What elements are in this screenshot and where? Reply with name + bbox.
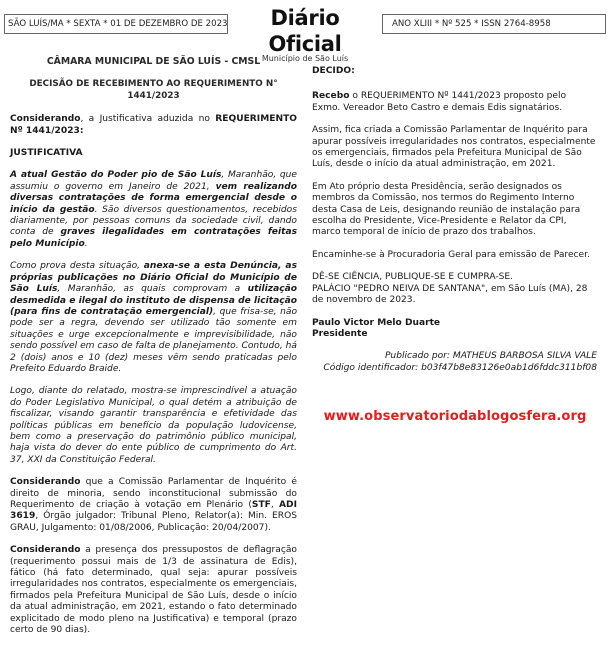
paragraph-considerando-2 bbox=[10, 477, 297, 534]
p5-a: que a Comissão Parlamentar de Inquérito é direito de minoria, sendo inconstitucional submissão do Requerimento de criação à votação em Plenário ( bbox=[10, 477, 297, 510]
p3-d: utilização desmedida e ilegal do instituto de dispensa de licitação (para fins de contratação emergencial) bbox=[10, 284, 297, 317]
paragraph-justificativa-3: Logo, diante do relatado, mostra-se imprescindível a atuação do Poder Legislativo Municipal, o qual detém a atribuição de fiscalizar, visando garantir transparência e efetividade das políticas públicas em benefício da população ludovicense, bem como a preservação do patrimônio público municipal, haja vista do dever do ente público de cumprimento do Art. 37, XXI da Constituição Federal. bbox=[10, 386, 297, 465]
paragraph-justificativa-2 bbox=[10, 261, 297, 375]
org-title: CÂMARA MUNICIPAL DE SÃO LUÍS - CMSL bbox=[46, 56, 261, 67]
p2-e: graves ilegalidades em contratações feitas pelo Município bbox=[10, 227, 297, 249]
recebo-label: Recebo bbox=[312, 91, 350, 102]
signer-role: Presidente bbox=[312, 328, 368, 339]
signer-name: Paulo Victor Melo Duarte bbox=[312, 317, 441, 328]
paragraph-encaminhe: Encaminhe-se à Procuradoria Geral para emissão de Parecer. bbox=[312, 249, 590, 260]
identifier-code: Código identificador: b03f47b8e83126e0ab1d6fddc311bf08 bbox=[323, 362, 597, 373]
p2-b: , Maranhão, que assumiu o governo em Janeiro de 2021, bbox=[10, 170, 297, 192]
p2-d: . São diversos questionamentos, recebidos diariamente, por pessoas comuns da sociedade civil, dando conta de bbox=[10, 204, 297, 238]
gazette-logo bbox=[238, 5, 372, 63]
paragraph-ciencia: DÊ-SE CIÊNCIA, PUBLIQUE-SE E CUMPRA-SE. bbox=[312, 272, 514, 283]
paragraph-palacio: PALÁCIO "PEDRO NEIVA DE SANTANA", em São Luís (MA), 28 de novembro de 2023. bbox=[312, 283, 588, 306]
p5-c: , bbox=[270, 500, 279, 510]
decido-title: DECIDO: bbox=[312, 66, 355, 76]
considerando-label: Considerando bbox=[10, 477, 81, 488]
p1-requerimento: REQUERIMENTO Nº 1441/2023: bbox=[10, 114, 297, 136]
published-by: Publicado por: MATHEUS BARBOSA SILVA VALE bbox=[384, 351, 597, 362]
paragraph-considerando-1 bbox=[10, 114, 297, 137]
p5-stf: STF bbox=[251, 500, 271, 510]
decision-title: DECISÃO DE RECEBIMENTO AO REQUERIMENTO N° 1441/2023 bbox=[29, 79, 278, 101]
logo-subtitle: Município de São Luís bbox=[261, 54, 349, 63]
paragraph-recebo bbox=[312, 91, 597, 114]
left-column bbox=[10, 56, 297, 647]
header-date: SÃO LUÍS/MA * SEXTA * 01 DE DEZEMBRO DE 2023 bbox=[4, 14, 228, 34]
p3-a: Como prova desta situação, bbox=[10, 261, 144, 272]
paragraph-justificativa-1 bbox=[10, 170, 297, 250]
p2-a: A atual Gestão do Poder pio de São Luís bbox=[10, 170, 222, 181]
justificativa-title: JUSTIFICATIVA bbox=[10, 148, 83, 159]
paragraph-assim: Assim, fica criada a Comissão Parlamentar de Inquérito para apurar possíveis irregularidades nos contratos, especialmente os emergenciais, firmados pela Prefeitura Municipal de São Luís, desde o início da atual administração, em 2021. bbox=[312, 125, 596, 170]
paragraph-ato: Em Ato próprio desta Presidência, serão designados os membros da Comissão, nos termos do Regimento Interno desta Casa de Leis, designando reunião de instalação para escolha do Presidente, Vice-Presidente e Relator da CPI, marco temporal de início de prazo dos trabalhos. bbox=[312, 181, 581, 238]
p2-f: . bbox=[84, 238, 88, 249]
p6-text: a presença dos pressupostos de deflagração (requerimento possui mais de 1/3 de assinatura de Edis), fático (há fato determinado, qual seja: apurar possíveis irregularidades nos contratos, especialmente os emergenciais, firmados pela Prefeitura Municipal de São Luís, desde o início da atual administração, em 2021, estando o fato determinado explicitado de modo pleno na Justificativa) e temporal (prazo certo de 90 dias). bbox=[10, 545, 297, 636]
considerando-label: Considerando bbox=[10, 114, 81, 125]
logo-title: Diário Oficial bbox=[268, 6, 342, 56]
paragraph-considerando-3 bbox=[10, 545, 297, 636]
considerando-label: Considerando bbox=[10, 545, 81, 556]
p2-c: vem realizando diversas contratações de forma emergencial desde o início da gestão bbox=[10, 181, 298, 215]
p3-b: anexa-se a esta Denúncia, as próprias publicações no Diário Oficial do Município de São Luís bbox=[10, 261, 297, 295]
right-column bbox=[312, 66, 597, 385]
p5-adi: ADI 3619 bbox=[10, 500, 297, 522]
p5-e: , Órgão julgador: Tribunal Pleno, Relator(a): Min. EROS GRAU, Julgamento: 01/08/2006, Publicação: 20/04/2007). bbox=[10, 511, 297, 533]
p3-c: , Maranhão, as quais comprovam a bbox=[57, 284, 248, 295]
r1-text: o REQUERIMENTO Nº 1441/2023 proposto pelo Exmo. Vereador Beto Castro e demais Edis signatários. bbox=[312, 91, 567, 113]
header-edition: ANO XLIII * Nº 525 * ISSN 2764-8958 bbox=[382, 14, 606, 34]
p3-e: , que frisa-se, não pode ser a regra, devendo ser utilizado tão somente em situações e urge excepcionalmente e imprevisibilidade, não sendo possível em caso de falta de planejamento. Contudo, há 2 (dois) anos e 10 (dez) meses vêm sendo praticadas pelo Prefeito Eduardo Braide. bbox=[10, 306, 298, 374]
p1-text: , a Justificativa aduzida no bbox=[80, 114, 216, 125]
watermark-site: www.observatoriodablogosfera.org bbox=[323, 409, 587, 424]
